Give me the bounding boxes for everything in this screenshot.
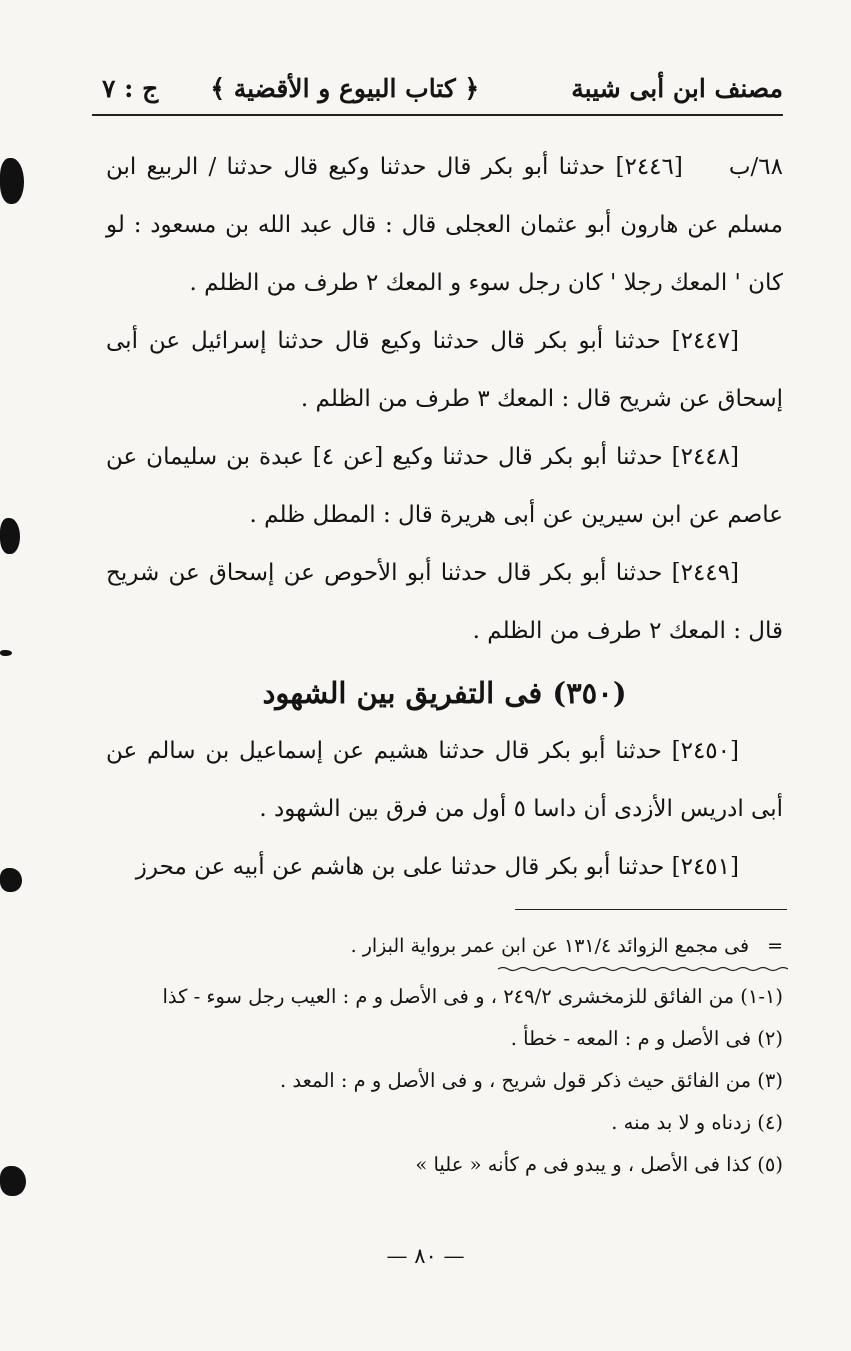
footnotes	[106, 976, 783, 1186]
footnote: (٤) زدناه و لا بد منه .	[611, 1111, 783, 1134]
hadith-paragraph: [٢٤٤٧] حدثنا أبو بكر قال حدثنا وكيع قال حدثنا إسرائيل عن أبى إسحاق عن شريح قال : المعك ٣ طرف من الظلم .	[106, 328, 783, 412]
running-header	[92, 62, 783, 116]
continuation-mark: =	[767, 935, 783, 957]
footnote: (٣) من الفائق حيث ذكر قول شريح ، و فى الأصل و م : المعد .	[280, 1069, 783, 1092]
header-volume: ج : ٧	[102, 73, 159, 103]
wavy-separator	[498, 966, 788, 972]
hadith-paragraph: [٢٤٤٨] حدثنا أبو بكر قال حدثنا وكيع [عن ٤] عبدة بن سليمان عن عاصم عن ابن سيرين عن أبى هريرة قال : المطل ظلم .	[106, 444, 783, 528]
hadith-paragraph: [٢٤٤٩] حدثنا أبو بكر قال حدثنا أبو الأحوص عن إسحاق عن شريح قال : المعك ٢ طرف من الظلم .	[106, 560, 783, 644]
hadith-paragraph: [٢٤٥١] حدثنا أبو بكر قال حدثنا على بن هاشم عن أبيه عن محرز	[135, 854, 739, 880]
footnote-continuation: =فى مجمع الزوائد ١٣١/٤ عن ابن عمر برواية البزار .	[350, 935, 783, 957]
footnote: (٥) كذا فى الأصل ، و يبدو فى م كأنه « عليا »	[415, 1153, 783, 1176]
hadith-paragraph: ٦٨/ب[٢٤٤٦] حدثنا أبو بكر قال حدثنا وكيع قال حدثنا / الربيع ابن مسلم عن هارون أبو عثمان العجلى قال : قال عبد الله بن مسعود : لو كان ' المعك رجلا ' كان رجل سوء و المعك ٢ طرف من الظلم .	[106, 138, 783, 312]
hadith-paragraph: [٢٤٥٠] حدثنا أبو بكر قال حدثنا هشيم عن إسماعيل بن سالم عن أبى ادريس الأزدى أن داسا ٥ أول من فرق بين الشهود .	[106, 738, 783, 822]
folio-mark: ٦٨/ب	[728, 154, 783, 180]
scan-ink-blot	[0, 518, 20, 554]
footnote: (٢) فى الأصل و م : المعه - خطأ .	[510, 1027, 783, 1050]
header-book-title: مصنف ابن أبى شيبة	[571, 73, 783, 103]
footnote-separator	[515, 909, 787, 910]
scan-ink-blot	[0, 158, 24, 204]
main-text	[106, 138, 783, 896]
section-heading: (٣٥٠) فى التفريق بين الشهود	[262, 676, 627, 710]
scan-ink-blot	[0, 1166, 26, 1196]
scan-ink-blot	[0, 650, 12, 656]
page-number: — ٨٠ —	[386, 1244, 465, 1268]
scan-ink-blot	[0, 868, 22, 892]
footnote: (١-١) من الفائق للزمخشرى ٢٤٩/٢ ، و فى الأصل و م : العيب رجل سوء - كذا	[162, 985, 783, 1008]
header-chapter-title: ﴿ كتاب البيوع و الأقضية ﴾	[210, 73, 480, 103]
